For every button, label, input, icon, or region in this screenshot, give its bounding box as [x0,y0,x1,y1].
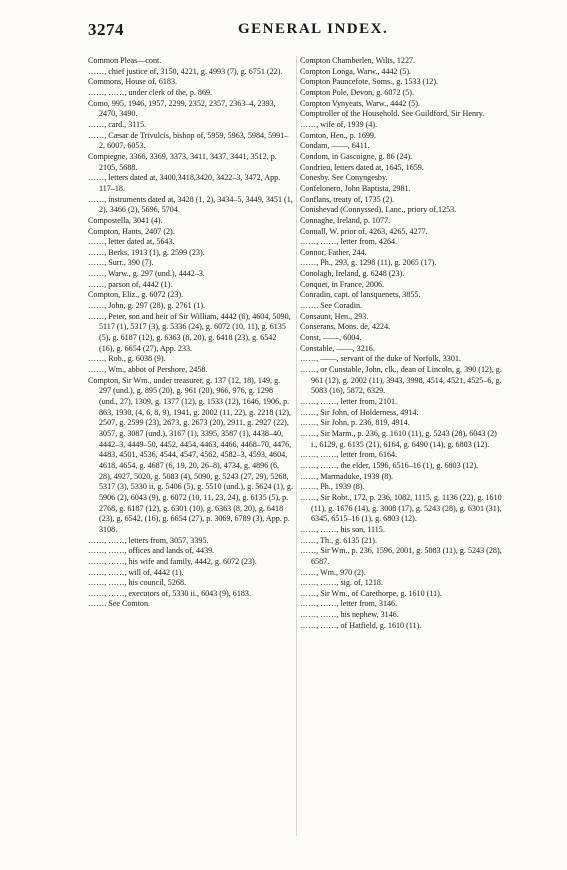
index-entry: Conishevad (Connyssed), Lanc., priory of,1253. [300,205,457,215]
index-entry: Compton Chamberlen, Wilts, 1227. [300,56,416,65]
index-entry: ……, ——, servant of the duke of Norfolk, 3301. [300,354,461,364]
index-entry: Condom, in Gascoigne, g. 86 (24). [300,151,413,161]
index-entry: ……, Wm., 970 (2). [300,567,366,577]
index-column-right [300,56,505,631]
index-entry: ……. See Comton. [88,599,151,609]
index-entry: ……, Sir John, of Holderness, 4914. [300,407,419,417]
index-entry: ……, instruments dated at, 3428 (1, 2), 3434–5, 3449, 3451 (1, 2), 3466 (2), 5696, 5704. [88,194,293,215]
index-entry: ……, Cæsar de Trivulcis, bishop of, 5959, 5963, 5984, 5991–2, 6007, 6053. [88,130,289,151]
index-entry: ……, Rob., g. 6038 (9). [88,354,166,364]
index-entry: Compton Pole, Devon, g. 6072 (5). [300,87,414,97]
index-entry: ……, Sir Wm., of Carethorpe, g. 1610 (11). [300,588,442,598]
index-entry: ……, letters dated at, 3400,3418,3420, 3422–3, 3472, App. 117–18. [88,173,281,193]
index-entry: ……, Ph., 1939 (8). [300,482,365,492]
index-entry: ……, Peter, son and heir of Sir William, 4442 (6), 4604, 5090, 5117 (1), 5317 (3), g. 5336 (24), g. 6072 (10, 11), g. 6135 (5), g. 6187 (12), g. 6363 (8, 20), g. 6418 (23), g. 6542 (16), g. 6654 (27), App. 233. [88,311,291,353]
index-entry: Connaghe, Ireland, p. 1077. [300,215,391,225]
index-entry: Conflans, treaty of, 1735 (2). [300,194,395,204]
index-entry: Comptroller of the Household. See Guildford, Sir Henry. [300,109,485,119]
index-entry: Compton Longa, Warw., 4442 (5). [300,66,412,76]
index-entry: ……, ……, the elder, 1596, 6516–16 (1), g. 6803 (12). [300,460,479,470]
index-entry: Compostella, 3041 (4). [88,215,163,225]
index-entry: ……, ……, letter from, 3146. [300,599,398,609]
index-entry: ……, ……, sig. of, 1218. [300,578,383,588]
index-entry: Consaunt, Hen., 293. [300,311,369,321]
index-entry: Compton Vynyeats, Warw., 4442 (5). [300,98,420,108]
index-entry: Como, 995, 1946, 1957, 2299, 2352, 2357, 2363–4, 2393, 2470, 3490. [88,98,276,119]
index-entry: Compton, Eliz., g. 6072 (23). [88,290,184,300]
index-entry: Compton, Sir Wm., under treasurer, g. 137 (12, 18), 149, g. 297 (und.), g. 895 (20), g. 961 (20), 966, 976, g. 1298 (und., 27), 1309, g. 1377 (12), g. 1533 (12), 1646, 1906, p. 863, 1930, (4, 6, 8, 9), 1941, g. 2002 (11, 22), g. 2218 (12), 2507, g. 2599 (23), 2673, g. 2673 (20), 2911, g. 2927 (22), 3057, g. 3087 (und.), 3167 (1), 3395, 3587 (1), 4438–40, 4442–3, 4449–50, 4452, 4454, 4463, 4466, 4468–70, 4476, 4483, 4501, 4536, 4544, 4547, 4562, 4582–3, 4593, 4604, 4618, 4654, g. 4687 (6, 19, 20, 26–8), 4734, g. 4896 (6, 28), 4927, 5020, g. 5083 (4), 5090, g. 5243 (27, 29), 5268, 5317 (3), 5330 ii, g. 5406 (5), g. 5510 (und.), g. 5624 (1), g. 5906 (2), 6043 (9), g. 6072 (10, 11, 23, 24), g. 6135 (5), p. 2768, g. 6187 (12), g. 6301 (10), g. 6363 (8, 20), g. 6418 (23), g. 6542, (16), g. 6654 (27), p. 3069, 6789 (3), App. p. 3108. [88,375,294,534]
index-entry: ……, Berks, 1913 (1), g. 2599 (23). [88,247,205,257]
index-entry: ……, or Cunstable, John, clk., dean of Lincoln, g. 390 (12), g. 961 (12), g. 2002 (11), 3943, 3998, 4514, 4521, 4525–6, g. 5083 (16), 5872, 6329. [300,365,502,396]
index-entry: ……, Sir Robt., 172, p. 236, 1082, 1115, g. 1136 (22), g. 1610 (11), g. 1676 (14), g. 3008 (17), g. 5243 (28), g. 6301 (31), 6345, 6515–16 (1), g. 6803 (12). [300,492,502,524]
page-header [88,20,498,42]
index-entry: ……. See Coradin. [300,301,363,311]
index-entry: ……, ……, letters from, 3057, 3395. [88,535,209,545]
index-entry: ……, Ph., 293, g. 1298 (11), g. 2065 (17). [300,258,437,268]
index-entry: ……, parson of, 4442 (1). [88,279,173,289]
index-entry: Conradin, capt. of lansquenets, 3855. [300,290,421,300]
index-entry: Conquet, in France, 2006. [300,279,385,289]
page-number: 3274 [88,20,124,39]
index-entry: ……, ……, will of, 4442 (1). [88,567,184,577]
index-entry: ……, Th., g. 6135 (21). [300,535,377,545]
index-entry: Condrieu, letters dated at, 1645, 1659. [300,162,424,172]
index-entry: ……, chief justice of, 3150, 4221, g. 4993 (7), g. 6751 (22). [88,66,283,76]
index-entry: Const, ——, 6004. [300,333,362,343]
index-entry: ……, ……, letter from, 2101. [300,397,398,406]
index-entry: Connor, Father, 244. [300,247,367,257]
index-entry: ……, Marmaduke, 1939 (8). [300,471,394,481]
index-entry: ……, ……, letter from, 6164. [300,450,398,460]
index-entry: Confelonero, John Baptista, 2981. [300,183,411,193]
index-entry: ……, card., 3115. [88,119,147,129]
index-entry: ……, Wm., abbot of Pershore, 2458. [88,365,208,375]
index-entry: Conserans, Mons. de, 4224. [300,322,391,332]
index-entry: ……, ……, letter from, 4264. [300,237,398,247]
index-entry: ……, ……, his son, 1115. [300,524,385,534]
index-entry: ……, ……, under clerk of the, p. 869. [88,87,213,97]
index-entry: ……, letter dated at, 5643. [88,237,175,247]
index-entry: ……, John, g. 297 (28), g. 2761 (1). [88,301,206,311]
index-entry: Compiegne, 3366, 3369, 3373, 3411, 3437, 3441, 3512, p. 2105, 5688. [88,151,277,172]
index-entry: ……, Warw., g. 297 (und.), 4442–3. [88,269,205,279]
index-entry: ……, Surr., 390 (7). [88,258,154,268]
index-entry: ……, Sir Wm., p. 236, 1596, 2001, g. 5083 (11), g. 5243 (28), 6587. [300,546,502,566]
index-entry: Compton Pauncefote, Soms., g. 1533 (12). [300,77,439,87]
index-entry: ……, ……, offices and lands of, 4439. [88,546,215,556]
index-entry: ……, Sir Marm., p. 236, g. 1610 (11), g. 5243 (28), 6043 (2) i., 6129, g. 6135 (21), 6164, g. 6490 (14), g. 6803 (12). [300,428,497,449]
index-entry: ……, ……, his wife and family, 4442, g. 6072 (23). [88,556,257,566]
index-entry: Conolagh, Ireland, g. 6248 (23). [300,269,405,279]
index-entry: Condam, ——, 6411. [300,141,370,151]
index-entry: Compton, Hants, 2407 (2). [88,226,175,236]
index-entry: Constable, ——, 3216. [300,343,375,353]
index-entry: ……, ……, of Hatfield, g. 1610 (11). [300,620,422,630]
index-entry: Common Pleas—cont. [88,56,162,65]
index-entry: ……, ……, his nephew, 3146. [300,610,399,620]
index-entry: ……, ……, executors of, 5330 ii., 6043 (9), 6183. [88,588,251,598]
index-column-left [88,56,293,610]
running-title: GENERAL INDEX. [238,21,389,37]
index-entry: Comton, Hen., p. 1699. [300,130,376,140]
index-entry: ……, ……, his council, 5268. [88,578,187,588]
index-entry: Conesby. See Conyngesby. [300,173,388,183]
index-entry: Commons, House of, 6183. [88,77,178,87]
index-entry: ……, Sir John, p. 236, 819, 4914. [300,418,410,428]
index-entry: Connall, W. prior of, 4263, 4265, 4277. [300,226,428,236]
column-divider [296,56,297,836]
index-entry: ……, wife of, 1939 (4). [300,119,378,129]
